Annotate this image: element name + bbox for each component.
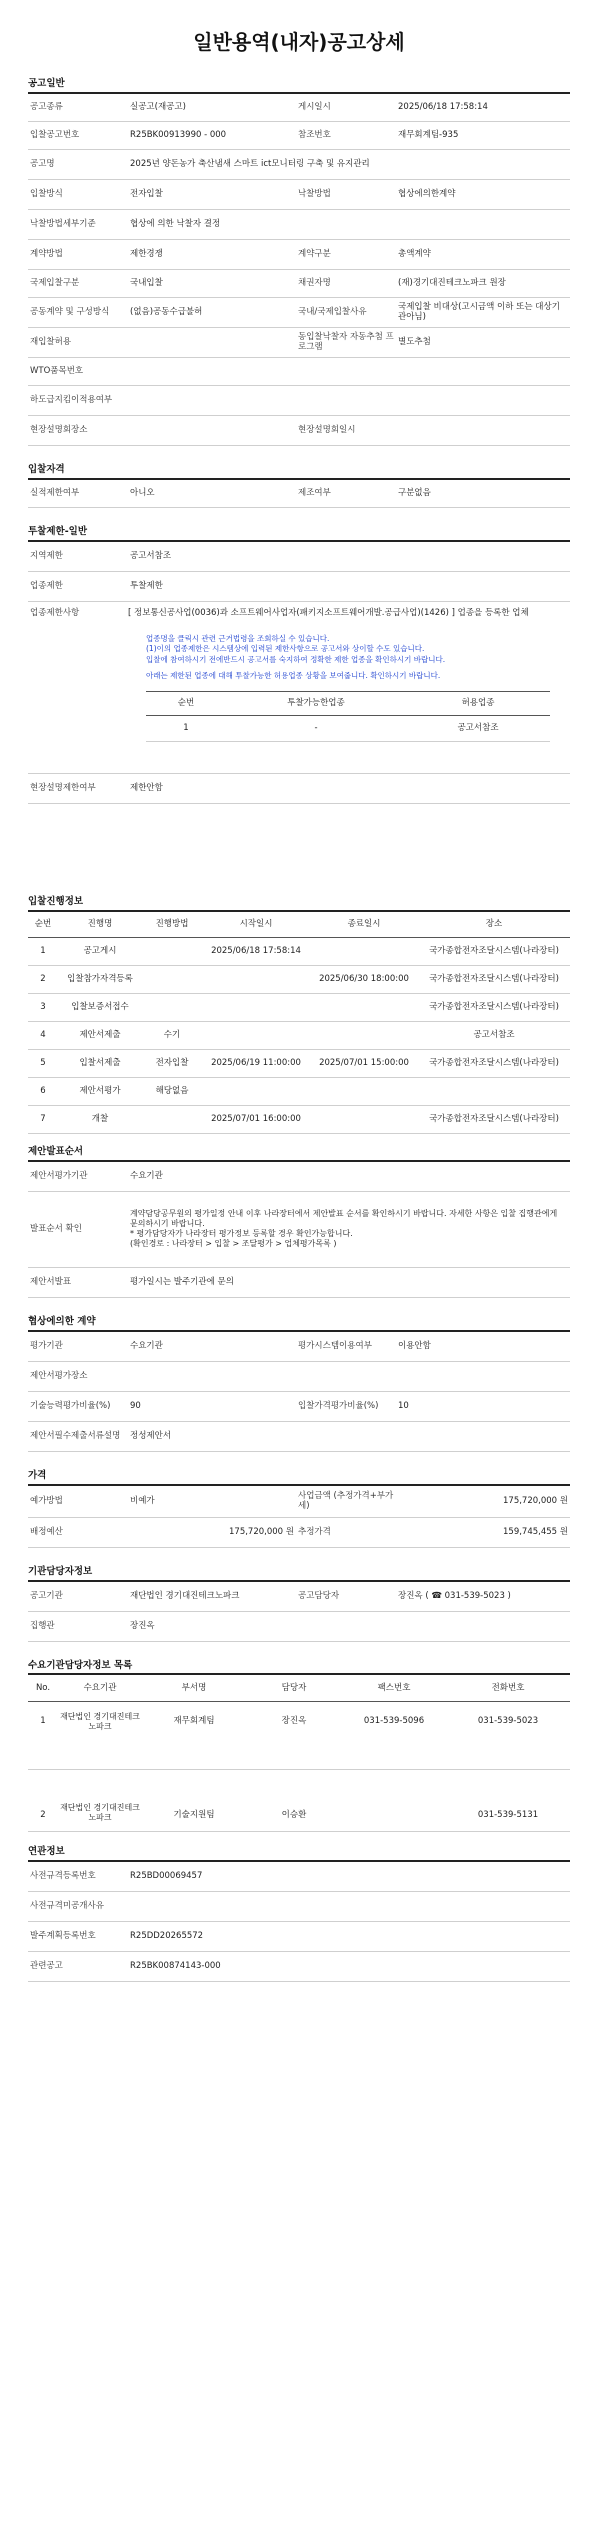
- budget: 175,720,000 원: [229, 1526, 294, 1537]
- notice-type-label: 공고종류: [30, 102, 63, 113]
- table-row: [28, 1022, 570, 1050]
- amount: 175,720,000 원: [503, 1495, 568, 1506]
- maker-label: 제조여부: [298, 487, 331, 498]
- subcontract-label: 하도급지킴이적용여부: [30, 395, 113, 406]
- table-cell: 공고서참조: [406, 715, 550, 741]
- section-title: 기관담당자정보: [28, 1565, 93, 1577]
- table-cell: 전자입찰: [142, 1050, 202, 1078]
- system-label: 평가시스템이용여부: [298, 1340, 372, 1351]
- col-head: 순번: [146, 691, 226, 715]
- col-head: 수요기관: [58, 1675, 142, 1701]
- table-cell: 2025/06/19 11:00:00: [202, 1050, 310, 1078]
- table-cell: 재단법인 경기대진테크노파크: [58, 1701, 142, 1769]
- neg-agency: 수요기관: [130, 1340, 163, 1351]
- bid-method-label: 입찰방식: [30, 189, 63, 200]
- award-method: 협상에의한계약: [398, 189, 456, 200]
- restriction-notes: [146, 634, 570, 681]
- joint-label: 공동계약 및 구성방식: [30, 307, 110, 318]
- intl: 국내입찰: [130, 278, 163, 289]
- col-head: 부서명: [142, 1675, 246, 1701]
- section-title: 제안발표순서: [28, 1146, 84, 1157]
- contract-type-label: 계약구분: [298, 249, 331, 260]
- table-cell: 2025/07/01 16:00:00: [202, 1106, 310, 1134]
- table-row: [28, 966, 570, 994]
- col-head: 팩스번호: [342, 1675, 446, 1701]
- eval-agency: 수요기관: [130, 1171, 163, 1182]
- rel-label: 관련공고: [30, 1960, 63, 1971]
- person: 장진옥 ( ☎ 031-539-5023 ): [398, 1590, 511, 1601]
- post-date-label: 게시일시: [298, 102, 331, 113]
- pre-reason-label: 사전규격미공개사유: [30, 1900, 104, 1911]
- table-cell: [310, 1106, 418, 1134]
- order-text: 계약담당공무원의 평가일정 안내 이후 나라장터에서 제안발표 순서를 확인하시기 바랍니다. 자세한 사항은 입찰 집행관에게 문의하시기 바랍니다. * 평가담당자가 나라장터 평가정보 등록할 경우 확인가능합니다. (확인경로 : 나라장터 > 입찰 > 조달평가 > 업체평가목록 ): [130, 1209, 558, 1249]
- section-title: 가격: [28, 1469, 47, 1481]
- table-cell: [310, 1022, 418, 1050]
- table-cell: 2: [28, 966, 58, 994]
- table-row: [28, 1769, 570, 1831]
- col-head: 장소: [418, 912, 570, 938]
- note-1: 업종명을 클릭시 관련 근거법령을 조회하실 수 있습니다.: [146, 634, 330, 644]
- col-head: 진행방법: [142, 912, 202, 938]
- auto: 별도추첨: [398, 337, 431, 348]
- industry: 투찰제한: [130, 580, 163, 591]
- table-cell: 5: [28, 1050, 58, 1078]
- table-cell: -: [226, 715, 406, 741]
- table-cell: 7: [28, 1106, 58, 1134]
- perf: 아니오: [130, 487, 155, 498]
- table-cell: 재무회계팀: [142, 1701, 246, 1769]
- contract-method-label: 계약방법: [30, 249, 63, 260]
- price-ratio: 10: [398, 1400, 409, 1411]
- doc-label: 제안서필수제출서류설명: [30, 1430, 121, 1441]
- table-cell: 4: [28, 1022, 58, 1050]
- col-head: 시작일시: [202, 912, 310, 938]
- contract-method: 제한경쟁: [130, 249, 163, 260]
- col-head: 허용업종: [406, 691, 550, 715]
- table-cell: 031-539-5096: [342, 1701, 446, 1769]
- pre-spec-link[interactable]: R25BD00069457: [130, 1870, 203, 1881]
- table-cell: 개찰: [58, 1106, 142, 1134]
- table-row: [28, 938, 570, 966]
- maker: 구분없음: [398, 487, 431, 498]
- price-section: [28, 1470, 570, 1548]
- present-label: 제안서발표: [30, 1277, 72, 1288]
- demand-contact-section: [28, 1660, 570, 1832]
- rebid-label: 재입찰허용: [30, 337, 72, 348]
- table-row: [28, 1078, 570, 1106]
- plan-link[interactable]: R25DD20265572: [130, 1930, 204, 1941]
- biz-restriction[interactable]: [ 정보통신공사업(0036)과 소프트웨어사업자(패키지소프트웨어개발.공급사업)(1426) ] 업종을 등록한 업체: [128, 607, 529, 618]
- system: 이용안함: [398, 1340, 431, 1351]
- table-cell: 국가종합전자조달시스템(나라장터): [418, 966, 570, 994]
- table-cell: 6: [28, 1078, 58, 1106]
- col-head: 순번: [28, 912, 58, 938]
- table-cell: [202, 966, 310, 994]
- col-head: 전화번호: [446, 1675, 570, 1701]
- allowed-industry-table: [146, 691, 550, 742]
- amount-label: 사업금액 (추정가격+부가세): [298, 1490, 394, 1512]
- bid-method: 전자입찰: [130, 189, 163, 200]
- ref-no-label: 참조번호: [298, 130, 331, 141]
- site-date-label: 현장설명회일시: [298, 425, 356, 436]
- table-cell: [310, 938, 418, 966]
- section-title: 투찰제한-일반: [28, 525, 88, 537]
- site-limit: 제한안함: [130, 782, 163, 793]
- demand-contact-table: [28, 1675, 570, 1832]
- notice-name-label: 공고명: [30, 159, 55, 170]
- section-title: 협상에의한 계약: [28, 1315, 96, 1327]
- col-head: No.: [28, 1675, 58, 1701]
- table-row: [28, 1050, 570, 1078]
- agency: 재단법인 경기대진테크노파크: [130, 1590, 240, 1601]
- table-cell: [142, 966, 202, 994]
- note-2: (1)이의 업종제한은 시스템상에 입력된 제한사항으로 공고서와 상이할 수도 있습니다.: [146, 644, 425, 654]
- table-cell: 1: [28, 1701, 58, 1769]
- order-label: 발표순서 확인: [30, 1224, 82, 1235]
- table-cell: 1: [146, 715, 226, 741]
- neg-agency-label: 평가기관: [30, 1340, 63, 1351]
- notice-name: 2025년 양돈농가 축산냄새 스마트 ict모니터링 구축 및 유지관리: [130, 159, 370, 170]
- progress-table: [28, 912, 570, 1135]
- table-row: [28, 1106, 570, 1134]
- wto-label: WTO품목번호: [30, 366, 84, 377]
- region: 공고서참조: [130, 550, 172, 561]
- table-cell: 2025/06/18 17:58:14: [202, 938, 310, 966]
- table-cell: 국가종합전자조달시스템(나라장터): [418, 1050, 570, 1078]
- region-label: 지역제한: [30, 550, 63, 561]
- table-cell: 2: [28, 1769, 58, 1831]
- table-cell: 2025/06/30 18:00:00: [310, 966, 418, 994]
- plan-label: 발주계획등록번호: [30, 1930, 96, 1941]
- table-cell: 공고게시: [58, 938, 142, 966]
- price-ratio-label: 입찰가격평가비율(%): [298, 1400, 379, 1411]
- qualification-section: [28, 464, 570, 508]
- table-cell: 1: [28, 938, 58, 966]
- agency-label: 공고기관: [30, 1590, 63, 1601]
- exec-label: 집행관: [30, 1620, 55, 1631]
- negotiation-section: [28, 1316, 570, 1452]
- table-cell: 해당없음: [142, 1078, 202, 1106]
- section-title: 입찰진행정보: [28, 895, 84, 907]
- perf-label: 실적제한여부: [30, 487, 80, 498]
- table-cell: [142, 1106, 202, 1134]
- table-cell: 국가종합전자조달시스템(나라장터): [418, 1106, 570, 1134]
- method: 비예가: [130, 1495, 155, 1506]
- table-cell: [342, 1769, 446, 1831]
- section-title: 연관정보: [28, 1845, 65, 1857]
- award-method-label: 낙찰방법: [298, 189, 331, 200]
- table-cell: 수기: [142, 1022, 202, 1050]
- table-cell: 3: [28, 994, 58, 1022]
- table-cell: 기술지원팀: [142, 1769, 246, 1831]
- person-label: 공고담당자: [298, 1590, 340, 1601]
- agency-contact-section: [28, 1566, 570, 1642]
- table-cell: [418, 1078, 570, 1106]
- col-head: 담당자: [246, 1675, 342, 1701]
- col-head: 진행명: [58, 912, 142, 938]
- table-cell: [202, 994, 310, 1022]
- budget-label: 배정예산: [30, 1526, 63, 1537]
- table-cell: 재단법인 경기대진테크노파크: [58, 1769, 142, 1831]
- table-cell: [142, 994, 202, 1022]
- note-4: 아래는 제한된 업종에 대해 투찰가능한 허용업종 상황을 보여줍니다. 확인하시기 바랍니다.: [146, 670, 441, 680]
- present: 평가일시는 발주기관에 문의: [130, 1277, 234, 1288]
- table-row: [28, 1701, 570, 1769]
- site-limit-label: 현장설명제한여부: [30, 782, 96, 793]
- site-place-label: 현장설명회장소: [30, 425, 88, 436]
- section-title: 공고일반: [28, 78, 65, 89]
- est: 159,745,455 원: [503, 1526, 568, 1537]
- table-cell: 제안서평가: [58, 1078, 142, 1106]
- industry-label: 업종제한: [30, 580, 63, 591]
- table-cell: 031-539-5023: [446, 1701, 570, 1769]
- col-head: 종료일시: [310, 912, 418, 938]
- doc: 정성제안서: [130, 1430, 172, 1441]
- table-cell: 공고서참조: [418, 1022, 570, 1050]
- exec: 장진옥: [130, 1620, 155, 1631]
- bid-no-label: 입찰공고번호: [30, 130, 80, 141]
- restriction-section: [28, 526, 570, 804]
- intl-reason-label: 국내/국제입찰사유: [298, 307, 367, 318]
- note-3: 입찰에 참여하시기 전에반드시 공고서를 숙지하여 정확한 제한 업종을 확인하시기 바랍니다.: [146, 654, 446, 664]
- pre-label: 사전규격등록번호: [30, 1870, 96, 1881]
- contract-type: 총액계약: [398, 249, 431, 260]
- table-cell: 입찰서제출: [58, 1050, 142, 1078]
- ref-no: 재무회계팀-935: [398, 130, 459, 141]
- method-label: 예가방법: [30, 1495, 63, 1506]
- award-detail: 협상에 의한 낙찰자 결정: [130, 219, 221, 230]
- table-cell: [202, 1078, 310, 1106]
- table-cell: [310, 994, 418, 1022]
- table-cell: 장진옥: [246, 1701, 342, 1769]
- joint: (없음)공동수급불허: [130, 307, 203, 318]
- progress-section: [28, 896, 570, 1134]
- table-cell: 031-539-5131: [446, 1769, 570, 1831]
- table-cell: [310, 1078, 418, 1106]
- table-row: [28, 994, 570, 1022]
- related-section: [28, 1846, 570, 1982]
- col-head: 투찰가능한업종: [226, 691, 406, 715]
- notice-type: 실공고(재공고): [130, 102, 186, 113]
- table-cell: 제안서제출: [58, 1022, 142, 1050]
- auto-label: 동입찰낙찰자 자동추첨 프로그램: [298, 331, 394, 353]
- table-cell: [142, 938, 202, 966]
- award-detail-label: 낙찰방법세부기준: [30, 219, 96, 230]
- table-cell: 입찰참가자격등록: [58, 966, 142, 994]
- related-notice-link[interactable]: R25BK00874143-000: [130, 1960, 221, 1971]
- intl-label: 국제입찰구분: [30, 278, 80, 289]
- tech: 90: [130, 1400, 141, 1411]
- table-cell: 국가종합전자조달시스템(나라장터): [418, 938, 570, 966]
- bid-no: R25BK00913990 - 000: [130, 130, 227, 141]
- proposal-eval-section: [28, 1146, 570, 1298]
- section-title: 수요기관담당자정보 목록: [28, 1659, 133, 1671]
- table-cell: 이승환: [246, 1769, 342, 1831]
- table-cell: [202, 1022, 310, 1050]
- table-cell: 국가종합전자조달시스템(나라장터): [418, 994, 570, 1022]
- general-section: [28, 78, 570, 446]
- post-date: 2025/06/18 17:58:14: [398, 102, 488, 113]
- page-title: 일반용역(내자)공고상세: [193, 30, 405, 54]
- section-title: 입찰자격: [28, 463, 65, 475]
- table-cell: 입찰보증서접수: [58, 994, 142, 1022]
- tech-label: 기술능력평가비율(%): [30, 1400, 111, 1411]
- bond-label: 채권자명: [298, 278, 331, 289]
- intl-reason: 국제입찰 비대상(고시금액 이하 또는 대상기관아님): [398, 301, 560, 323]
- table-cell: 2025/07/01 15:00:00: [310, 1050, 418, 1078]
- eval-agency-label: 제안서평가기관: [30, 1171, 88, 1182]
- bond: (재)경기대진테크노파크 원장: [398, 278, 506, 289]
- biz-label: 업종제한사항: [30, 607, 80, 618]
- est-label: 추정가격: [298, 1526, 331, 1537]
- place-label: 제안서평가장소: [30, 1370, 88, 1381]
